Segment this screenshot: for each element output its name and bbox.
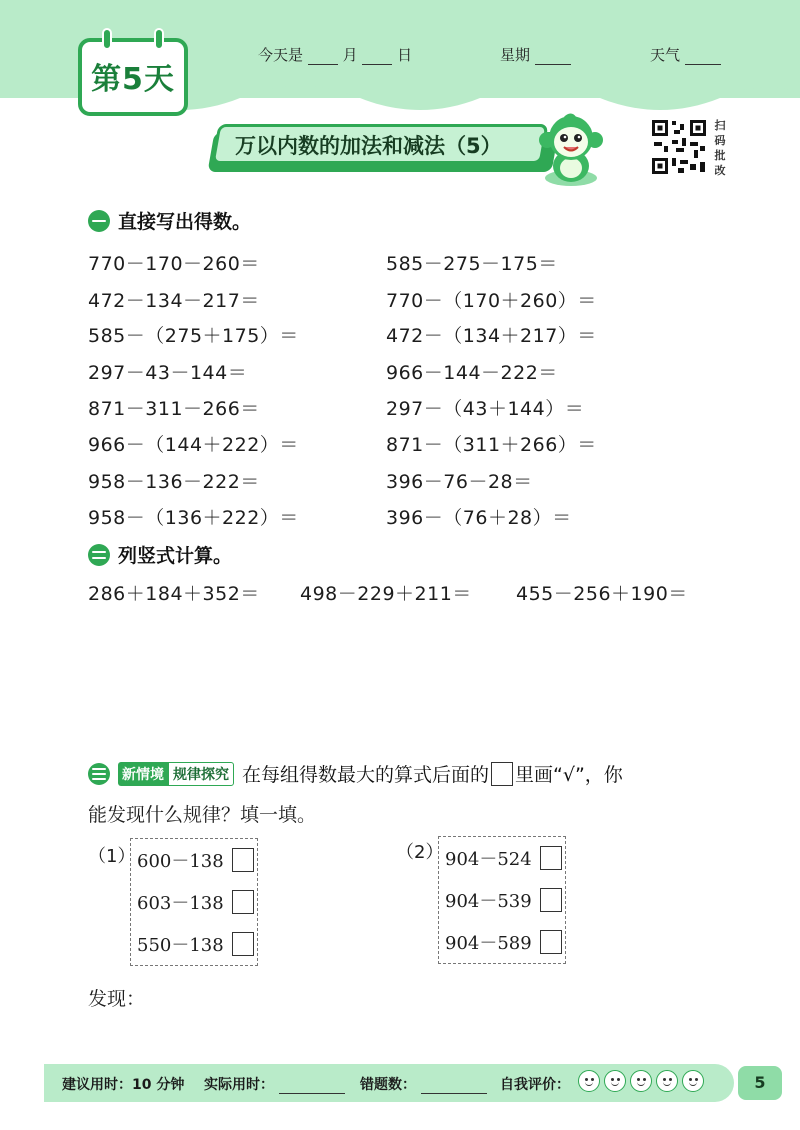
wrong-count-field[interactable] [360, 1074, 487, 1094]
section3-text-line2: 能发现什么规律？填一填。 [88, 804, 317, 826]
vertical-calc-problem: 498－229＋211＝ [300, 583, 472, 605]
discover-label: 发现： [88, 988, 146, 1010]
problem-item: 297－（43＋144）＝ [386, 398, 585, 420]
group-expression: 904－589 [445, 933, 532, 954]
day-badge [78, 38, 188, 116]
problem-item: 472－134－217＝ [88, 290, 260, 312]
section-number-one-icon [88, 210, 110, 232]
check-box[interactable] [540, 846, 562, 870]
rating-face-icon[interactable] [656, 1070, 678, 1092]
check-box[interactable] [232, 890, 254, 914]
section-number-two-icon [88, 544, 110, 566]
day-label: 日 [397, 46, 413, 64]
weather-label: 天气 [650, 46, 681, 64]
check-box[interactable] [232, 848, 254, 872]
monkey-mascot-icon [535, 110, 607, 188]
problem-item: 396－（76＋28）＝ [386, 507, 572, 529]
problem-item: 472－（134＋217）＝ [386, 325, 597, 347]
group-row [445, 929, 562, 955]
problem-item: 966－（144＋222）＝ [88, 434, 299, 456]
group-row [137, 847, 254, 873]
weekday-field[interactable] [500, 44, 571, 65]
weekday-label: 星期 [500, 46, 531, 64]
problem-item: 585－（275＋175）＝ [88, 325, 299, 347]
section3-text-b: 里画“√”，你 [515, 764, 623, 786]
group2-box [438, 836, 566, 964]
section3-text-a: 在每组得数最大的算式后面的 [242, 764, 490, 786]
month-blank[interactable] [308, 49, 338, 65]
weather-blank[interactable] [685, 49, 721, 65]
problem-item: 770－（170＋260）＝ [386, 290, 597, 312]
group2-label: （2） [396, 842, 444, 863]
wrong-count-blank[interactable] [421, 1080, 487, 1094]
check-box[interactable] [540, 888, 562, 912]
problem-item: 585－275－175＝ [386, 253, 558, 275]
problem-item: 396－76－28＝ [386, 471, 533, 493]
group-expression: 600－138 [137, 851, 224, 872]
section-number-three-icon [88, 763, 110, 785]
group1-box [130, 838, 258, 966]
rating-face-icon[interactable] [578, 1070, 600, 1092]
weekday-blank[interactable] [535, 49, 571, 65]
problem-item: 871－（311＋266）＝ [386, 434, 597, 456]
qr-label: 扫码批改 [714, 119, 726, 177]
suggested-time: 建议用时：10 分钟 [62, 1077, 185, 1093]
new-context-tag: 新情境 [118, 762, 168, 786]
check-box[interactable] [232, 932, 254, 956]
section1-title: 直接写出得数。 [118, 211, 252, 233]
date-prefix: 今天是 [258, 46, 304, 64]
group1-label: （1） [88, 846, 136, 867]
section3-heading [88, 760, 623, 787]
discover-answer-area[interactable] [150, 984, 710, 1024]
group-expression: 550－138 [137, 935, 224, 956]
group-expression: 904－524 [445, 849, 532, 870]
problem-item: 871－311－266＝ [88, 398, 260, 420]
day-blank[interactable] [362, 49, 392, 65]
vertical-calc-problem: 286＋184＋352＝ [88, 583, 260, 605]
actual-time-field[interactable] [204, 1074, 345, 1094]
group-expression: 904－539 [445, 891, 532, 912]
weather-field[interactable] [650, 44, 721, 65]
problem-item: 958－（136＋222）＝ [88, 507, 299, 529]
group-expression: 603－138 [137, 893, 224, 914]
problem-item: 958－136－222＝ [88, 471, 260, 493]
group-row [445, 887, 562, 913]
section2-heading [88, 541, 232, 568]
self-eval-label: 自我评价： [500, 1077, 570, 1093]
problem-item: 770－170－260＝ [88, 253, 260, 275]
qr-code-icon[interactable] [650, 118, 708, 176]
rating-face-icon[interactable] [682, 1070, 704, 1092]
group-row [445, 845, 562, 871]
page-title: 万以内数的加法和减法（5） [235, 134, 502, 158]
work-area[interactable] [88, 612, 708, 742]
calendar-rings-icon [82, 28, 184, 48]
vertical-calc-problem: 455－256＋190＝ [516, 583, 688, 605]
month-label: 月 [342, 46, 358, 64]
rating-face-icon[interactable] [630, 1070, 652, 1092]
rating-face-icon[interactable] [604, 1070, 626, 1092]
group-row [137, 889, 254, 915]
section1-heading [88, 207, 251, 234]
wrong-count-label: 错题数： [360, 1077, 416, 1093]
page-number: 5 [738, 1066, 782, 1100]
rule-exploration-tag: 规律探究 [168, 762, 234, 786]
example-answer-box [491, 762, 513, 786]
actual-time-blank[interactable] [279, 1080, 345, 1094]
day-badge-label: 第5天 [91, 62, 175, 97]
check-box[interactable] [540, 930, 562, 954]
section2-title: 列竖式计算。 [118, 545, 233, 567]
actual-time-label: 实际用时： [204, 1077, 274, 1093]
date-field[interactable] [258, 44, 412, 65]
problem-item: 297－43－144＝ [88, 362, 248, 384]
title-banner [215, 124, 555, 168]
group-row [137, 931, 254, 957]
problem-item: 966－144－222＝ [386, 362, 558, 384]
